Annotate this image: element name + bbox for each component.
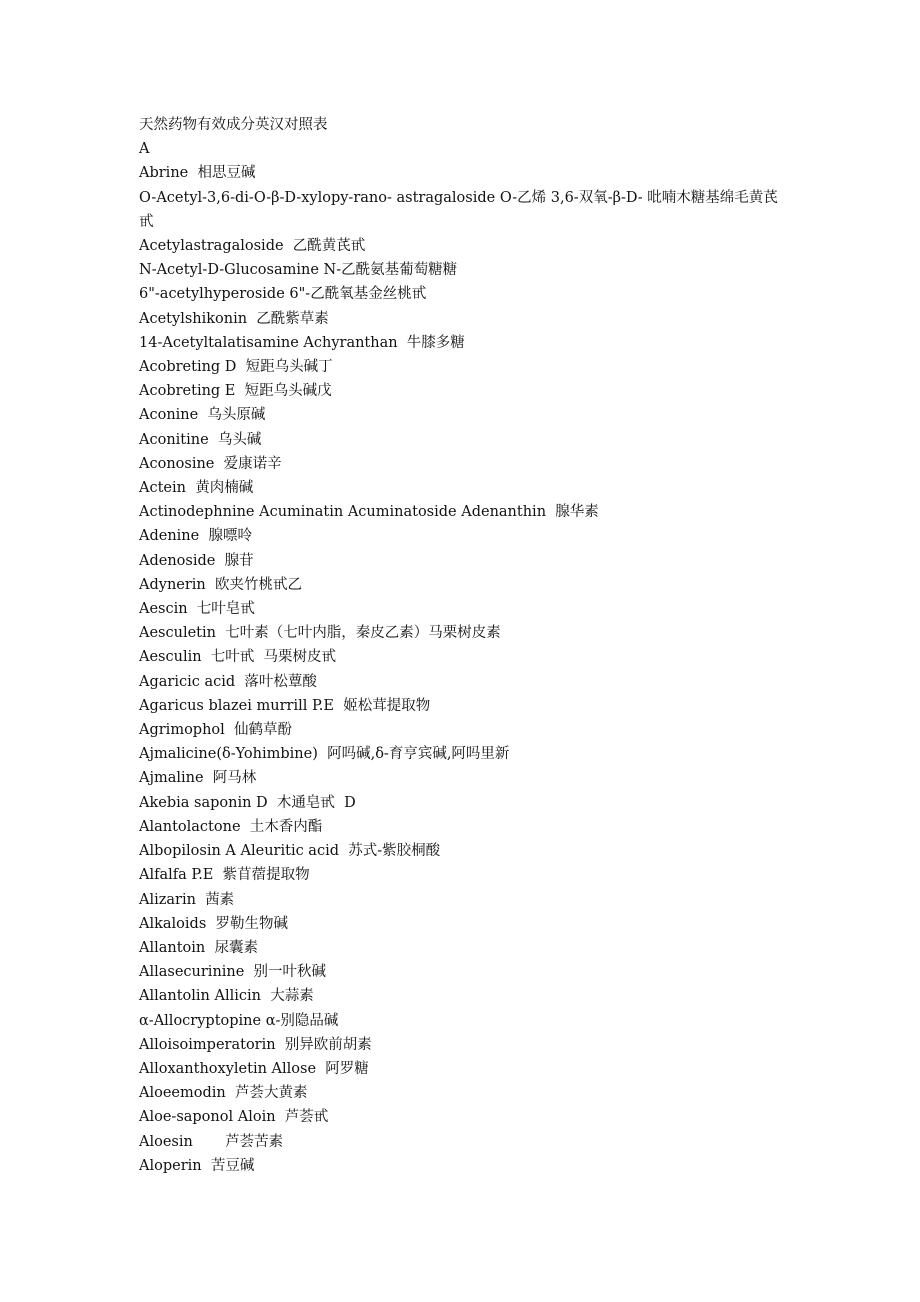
entry-line: Aloesin 芦荟苦素 xyxy=(139,1133,284,1150)
entry-line: Aesculetin 七叶素（七叶内脂，秦皮乙素）马栗树皮素 xyxy=(139,625,501,642)
entry-line: Adynerin 欧夹竹桃甙乙 xyxy=(139,576,302,593)
entry-line: Aloe-saponol Aloin 芦荟甙 xyxy=(139,1109,329,1126)
entry-line: Alloxanthoxyletin Allose 阿罗糖 xyxy=(139,1060,369,1077)
entry-line: Aesculin 七叶甙 马栗树皮甙 xyxy=(139,649,337,666)
entry-line: Acobreting D 短距乌头碱丁 xyxy=(139,359,333,376)
entry-line: Allantoin 尿囊素 xyxy=(139,939,258,956)
entry-line: Alkaloids 罗勒生物碱 xyxy=(139,915,288,932)
entry-line: Ajmaline 阿马林 xyxy=(139,770,257,787)
entry-line: Acetylshikonin 乙酰紫草素 xyxy=(139,310,329,327)
entry-line: N-Acetyl-D-Glucosamine N-乙酰氨基葡萄糖糖 xyxy=(139,262,458,279)
entry-line: Acetylastragaloside 乙酰黄芪甙 xyxy=(139,238,366,255)
entry-line: 6"-acetylhyperoside 6"-乙酰氧基金丝桃甙 xyxy=(139,286,427,303)
document-title: 天然药物有效成分英汉对照表 xyxy=(139,117,328,133)
entry-line: Adenine 腺嘌呤 xyxy=(139,528,252,545)
entry-line: 14-Acetyltalatisamine Achyranthan 牛膝多糖 xyxy=(139,334,465,351)
entry-line: Aloeemodin 芦荟大黄素 xyxy=(139,1085,308,1102)
entry-line: O-Acetyl-3,6-di-O-β-D-xylopy-rano- astragaloside O-乙烯 3,6-双氧-β-D- 吡喃木糖基绵毛黄芪甙 xyxy=(139,189,778,230)
entry-line: Aloperin 苦豆碱 xyxy=(139,1157,255,1174)
entry-line: Akebia saponin D 木通皂甙 D xyxy=(139,794,356,811)
entry-line: Aescin 七叶皂甙 xyxy=(139,601,255,618)
entry-line: Agaricic acid 落叶松蕈酸 xyxy=(139,673,317,690)
entry-line: Actein 黄肉楠碱 xyxy=(139,480,254,497)
entry-line: α-Allocryptopine α-别隐品碱 xyxy=(139,1012,339,1029)
entry-line: Acobreting E 短距乌头碱戊 xyxy=(139,383,332,400)
entry-line: Alizarin 茜素 xyxy=(139,891,235,908)
entry-line: Aconosine 爱康诺辛 xyxy=(139,455,282,472)
entry-line: Aconine 乌头原碱 xyxy=(139,407,266,424)
section-letter: A xyxy=(139,141,150,158)
entry-line: Actinodephnine Acuminatin Acuminatoside Adenanthin 腺华素 xyxy=(139,504,599,521)
entry-line: Alfalfa P.E 紫苜蓿提取物 xyxy=(139,867,310,884)
entry-line: Agrimophol 仙鹤草酚 xyxy=(139,722,293,739)
entry-line: Aconitine 乌头碱 xyxy=(139,431,262,448)
entry-line: Adenoside 腺苷 xyxy=(139,552,254,569)
entry-line: Alloisoimperatorin 别异欧前胡素 xyxy=(139,1036,372,1053)
entry-line: Albopilosin A Aleuritic acid 苏式-紫胶桐酸 xyxy=(139,843,441,860)
document-body xyxy=(139,113,789,1178)
entry-line: Allasecurinine 别一叶秋碱 xyxy=(139,964,327,981)
entry-line: Alantolactone 土木香内酯 xyxy=(139,818,323,835)
entry-line: Abrine 相思豆碱 xyxy=(139,165,256,182)
entry-line: Agaricus blazei murrill P.E 姬松茸提取物 xyxy=(139,697,431,714)
entry-line: Allantolin Allicin 大蒜素 xyxy=(139,988,314,1005)
entry-line: Ajmalicine(δ-Yohimbine) 阿吗碱,δ-育亨宾碱,阿吗里新 xyxy=(139,746,510,763)
